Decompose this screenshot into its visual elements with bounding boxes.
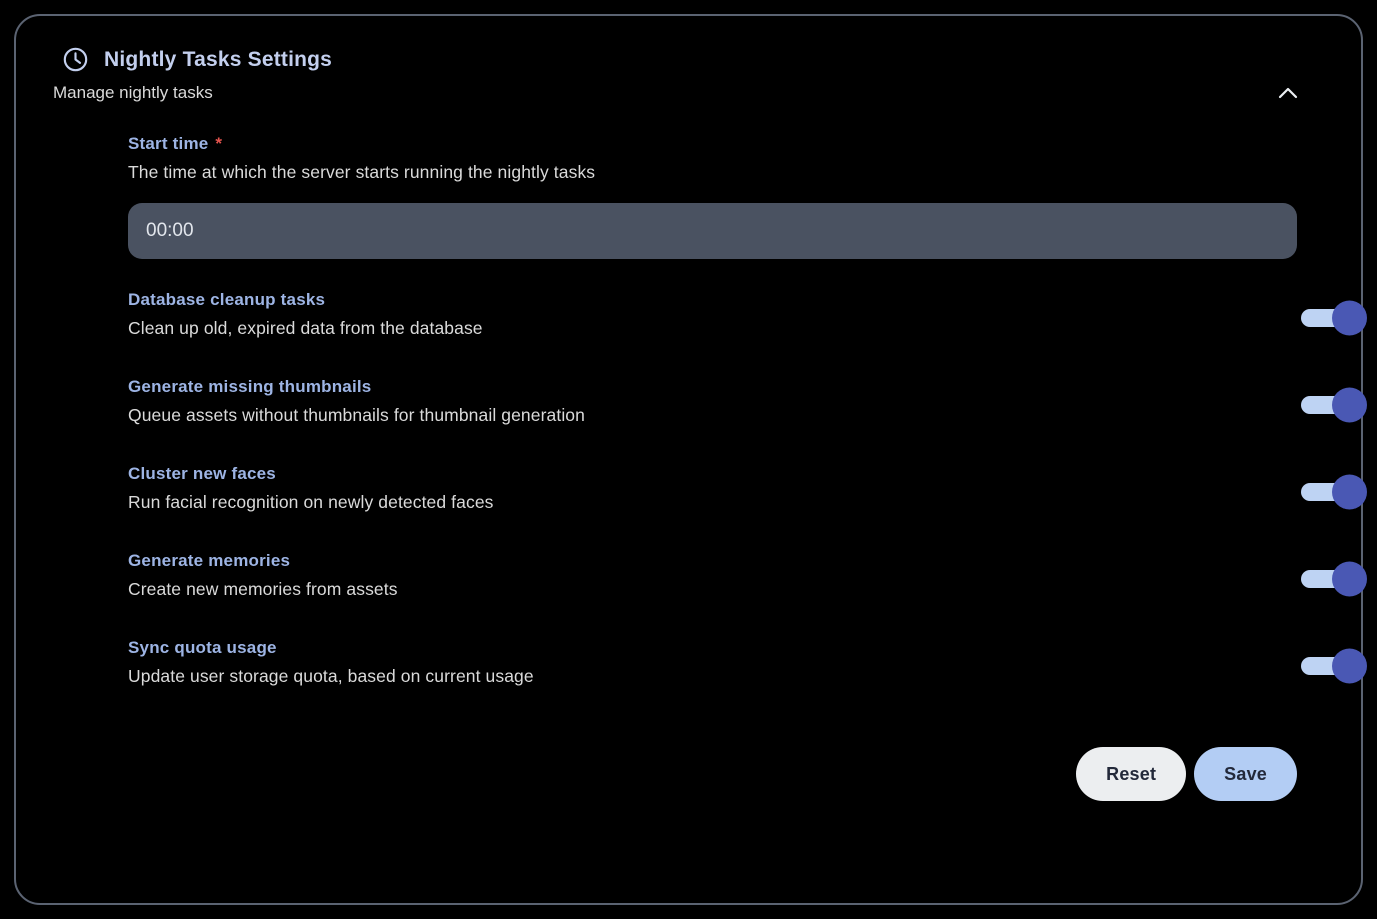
toggle-switch[interactable] <box>1301 309 1353 327</box>
toggle-switch[interactable] <box>1301 657 1353 675</box>
toggle-row <box>128 290 1297 346</box>
clock-icon <box>62 46 89 73</box>
panel-header <box>53 46 1297 103</box>
start-time-input[interactable] <box>128 203 1297 259</box>
toggle-thumb <box>1332 475 1367 510</box>
required-asterisk: * <box>215 134 223 153</box>
toggle-thumb <box>1332 649 1367 684</box>
toggle-label: Sync quota usage <box>128 638 277 657</box>
toggle-label: Generate missing thumbnails <box>128 377 372 396</box>
toggle-switch[interactable] <box>1301 483 1353 501</box>
toggle-thumb <box>1332 388 1367 423</box>
panel-title: Nightly Tasks Settings <box>104 47 333 71</box>
toggle-description: Queue assets without thumbnails for thumbnail generation <box>128 405 585 425</box>
toggle-description: Run facial recognition on newly detected faces <box>128 492 494 512</box>
toggle-thumb <box>1332 301 1367 336</box>
start-time-label: Start time <box>128 134 209 153</box>
panel-subtitle: Manage nightly tasks <box>53 83 213 102</box>
start-time-section <box>128 134 1297 259</box>
toggle-label: Cluster new faces <box>128 464 276 483</box>
toggle-switch[interactable] <box>1301 570 1353 588</box>
start-time-description: The time at which the server starts running the nightly tasks <box>128 162 596 182</box>
settings-content <box>128 134 1297 801</box>
toggle-label: Database cleanup tasks <box>128 290 326 309</box>
toggle-list <box>128 290 1297 694</box>
nightly-tasks-settings-panel <box>14 14 1363 905</box>
toggle-description: Clean up old, expired data from the database <box>128 318 483 338</box>
toggle-switch[interactable] <box>1301 396 1353 414</box>
toggle-description: Create new memories from assets <box>128 579 398 599</box>
start-time-label-row <box>128 134 1297 154</box>
toggle-thumb <box>1332 562 1367 597</box>
action-buttons <box>128 747 1297 801</box>
toggle-row <box>128 464 1297 520</box>
toggle-row <box>128 377 1297 433</box>
toggle-description: Update user storage quota, based on current usage <box>128 666 534 686</box>
toggle-label: Generate memories <box>128 551 291 570</box>
panel-title-row <box>62 46 1297 73</box>
chevron-up-icon[interactable] <box>1271 78 1305 108</box>
toggle-row <box>128 638 1297 694</box>
reset-button[interactable]: Reset <box>1076 747 1186 801</box>
toggle-row <box>128 551 1297 607</box>
save-button[interactable]: Save <box>1194 747 1297 801</box>
